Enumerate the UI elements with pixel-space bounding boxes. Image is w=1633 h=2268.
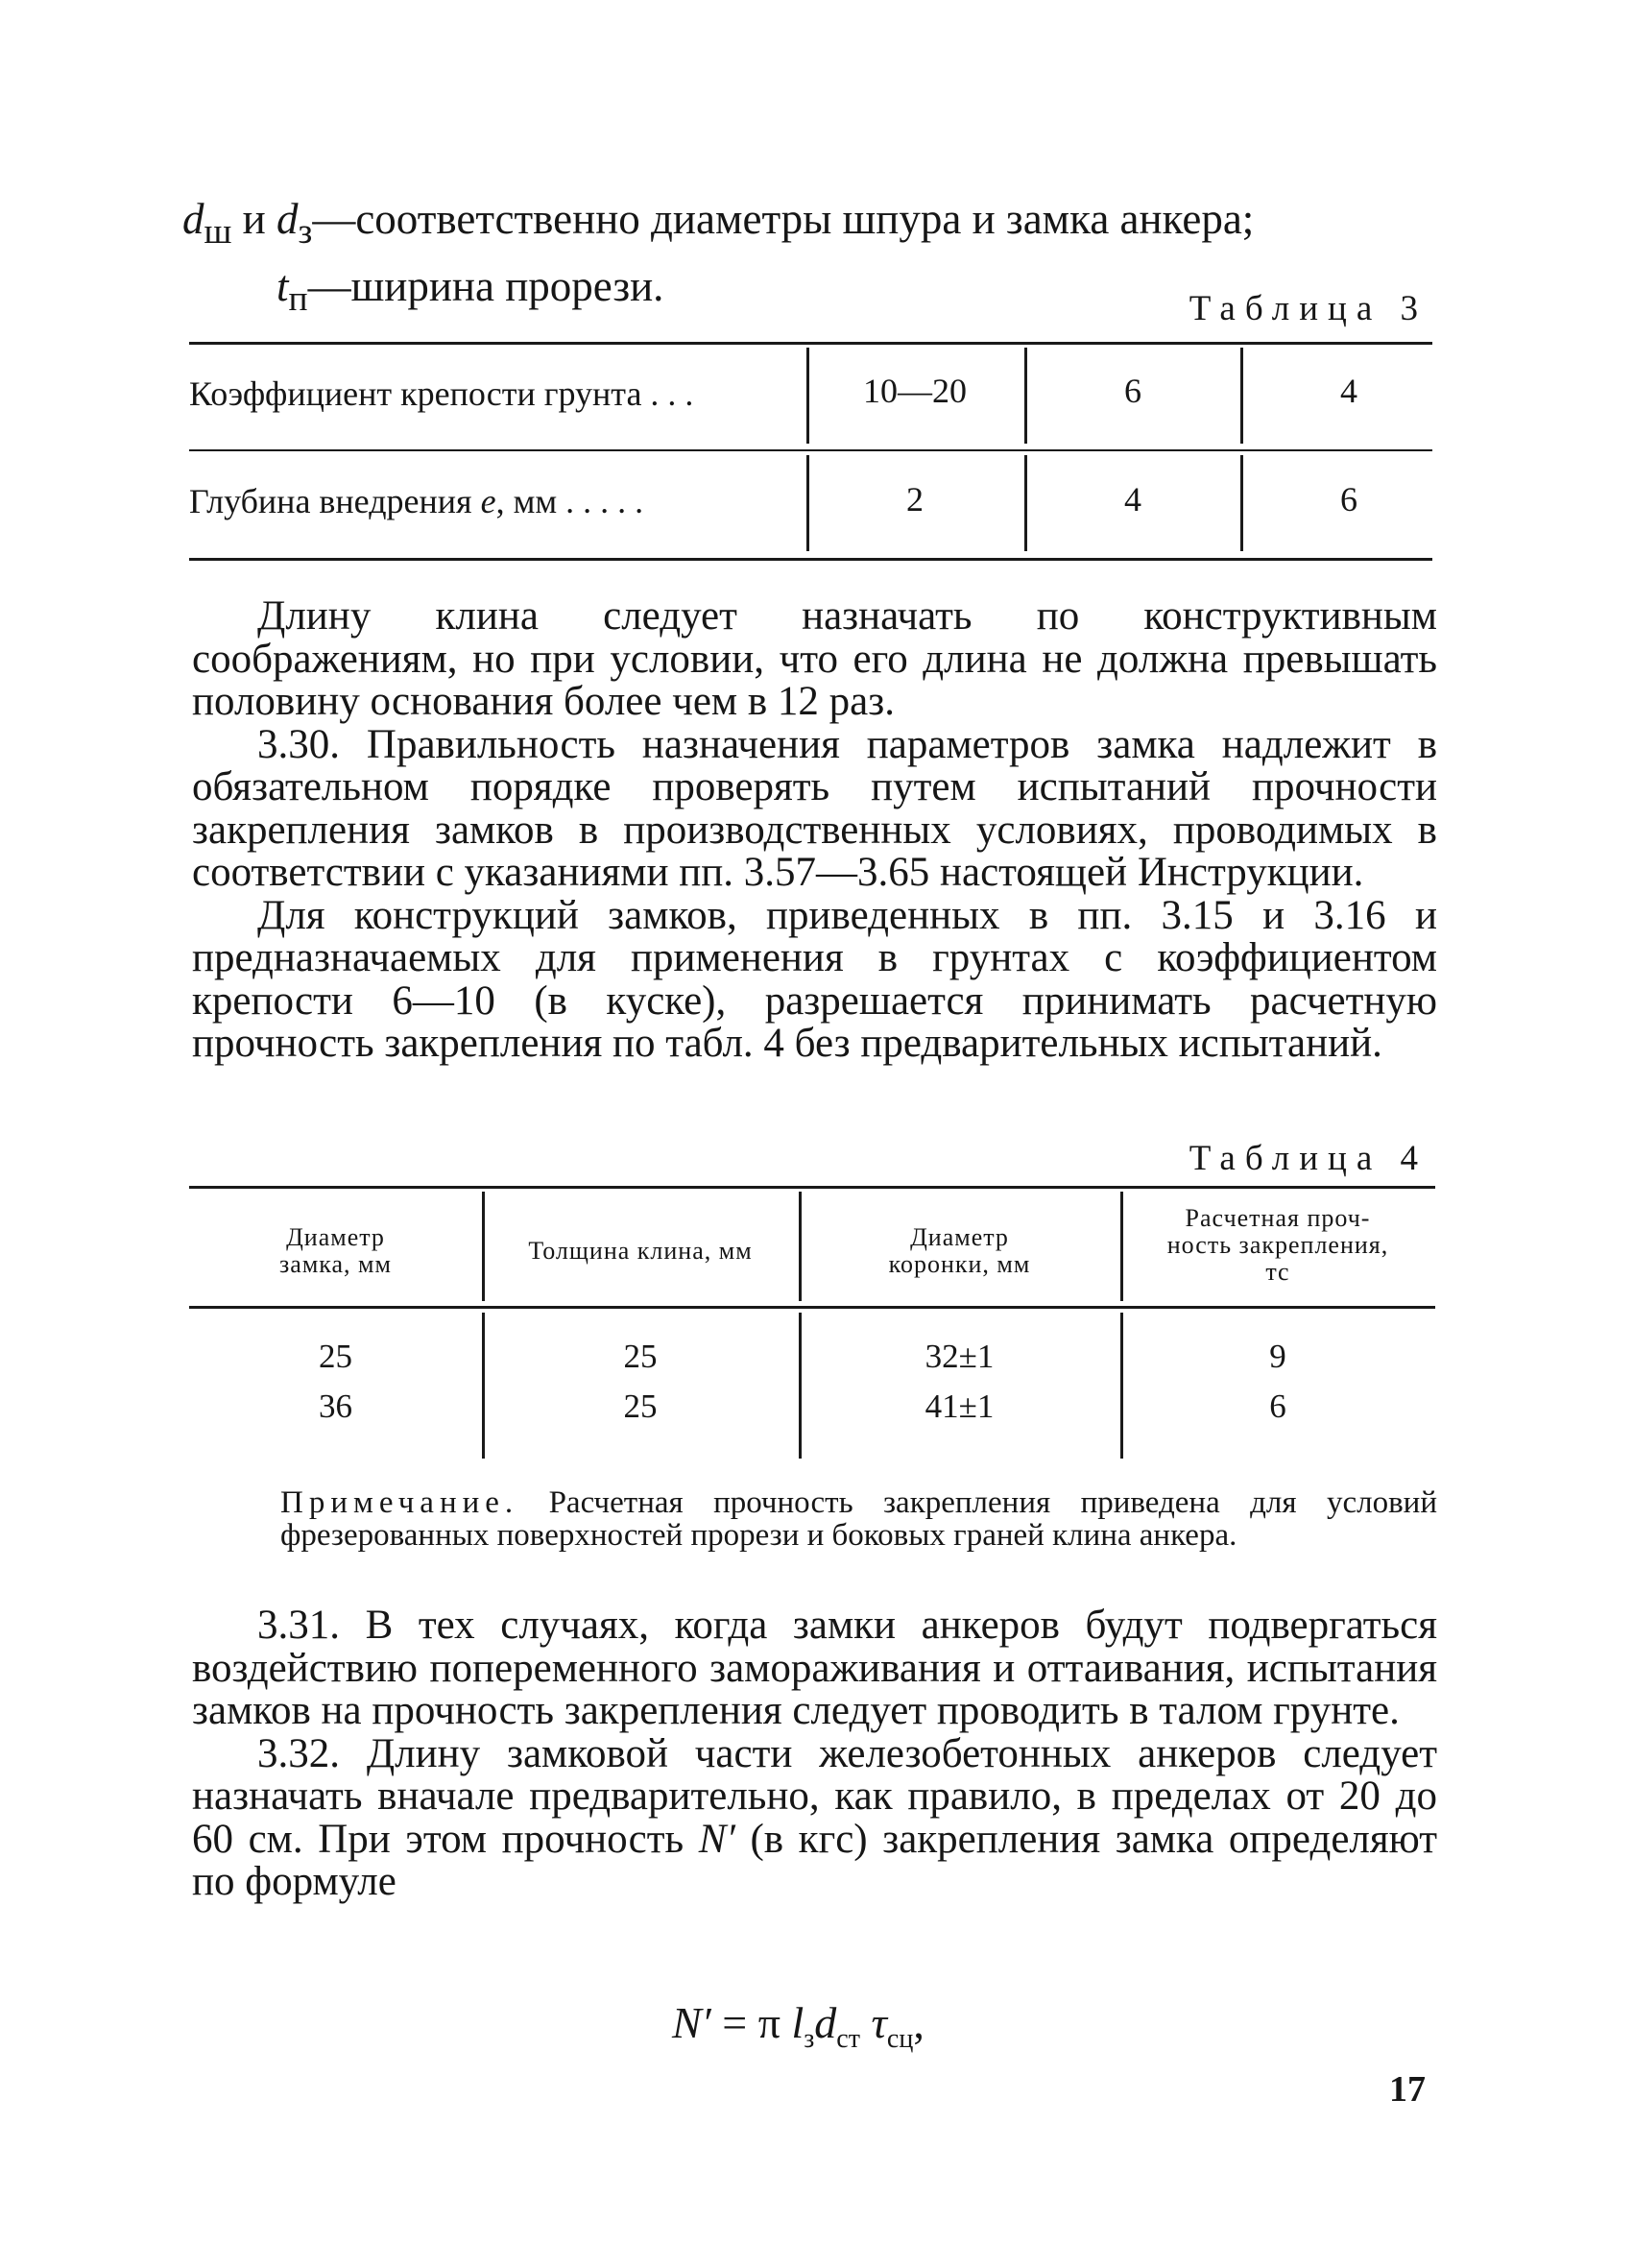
subscript: ст [836, 2024, 860, 2055]
table-cell: 32±1 [925, 1338, 995, 1375]
definition-line-1 [182, 192, 1430, 259]
table-rule-top [189, 1186, 1435, 1189]
formula-equals: = [710, 1998, 758, 2047]
header-line: замка, мм [279, 1250, 392, 1278]
var-d: d [182, 195, 204, 243]
header-line: тс [1265, 1258, 1290, 1286]
table-rule-bottom [189, 558, 1432, 561]
table-cell: 25 [623, 1338, 658, 1375]
table-cell: 4 [1124, 480, 1141, 519]
conjunction: и [231, 195, 276, 243]
formula-lhs: N′ [672, 1998, 711, 2047]
table-4 [189, 1186, 1435, 1464]
strength-formula [672, 1997, 925, 2055]
subscript: ш [204, 212, 232, 252]
header-line: Диаметр [910, 1223, 1009, 1251]
table-divider [1240, 455, 1243, 551]
note-text: Расчетная прочность закрепления приведена для условий фрезерованных поверхностей прорези и боковых граней клина анкера. [280, 1485, 1437, 1553]
paragraph-text: (в кгс) закрепления замка определяют по формуле [192, 1816, 1437, 1904]
page-number: 17 [1389, 2069, 1426, 2110]
table-rule-middle [189, 449, 1432, 451]
subscript: з [298, 212, 313, 252]
subscript: сц [886, 2024, 914, 2055]
table-3 [189, 342, 1432, 561]
table-cell: 41±1 [925, 1387, 995, 1425]
table-cell: 6 [1124, 372, 1141, 410]
table-cell: 6 [1340, 480, 1357, 519]
header-line: Диаметр [286, 1223, 385, 1251]
table-cell: 10—20 [863, 372, 967, 410]
var-e: e [480, 482, 496, 520]
table-divider [1024, 455, 1027, 551]
paragraph-text: 3.32. Длину замковой части железобетонных анкеров следует назначать вначале предварительно, как правило, в пределах от 20 до 60 см. При этом прочность [192, 1730, 1437, 1862]
table-divider [1240, 348, 1243, 444]
formula-var-tau: τ [859, 1998, 887, 2047]
table-cell: 9 [1269, 1338, 1286, 1375]
header-line: ность закрепления, [1166, 1231, 1389, 1259]
definition-text: —соответственно диаметры шпура и замка анкера; [312, 195, 1255, 243]
var-t: t [276, 262, 289, 310]
table-divider [806, 455, 809, 551]
table-cell: 4 [1340, 372, 1357, 410]
column-header-lock-diameter [189, 1224, 482, 1278]
header-line: Толщина клина, мм [528, 1237, 753, 1265]
table-divider [806, 348, 809, 444]
body-text-section-2 [192, 1604, 1437, 1904]
formula-comma: , [913, 1998, 925, 2047]
var-d: d [276, 195, 299, 243]
row-label-strength-coefficient: Коэффициент крепости грунта . . . [189, 374, 694, 413]
paragraph: Для конструкций замков, приведенных в пп. 3.15 и 3.16 и предназначаемых для применения в грунтах с коэффициентом крепости 6—10 (в куске), разрешается принимать расчетную прочность закрепления по табл. 4 без предварительных испытаний. [192, 892, 1437, 1066]
column-header-design-strength [1120, 1205, 1435, 1286]
formula-var-l: l [791, 1998, 804, 2047]
var-n-prime: N′ [698, 1816, 735, 1862]
table-divider [1120, 1313, 1123, 1459]
row-label-penetration-depth [189, 481, 643, 521]
table-4-note [280, 1486, 1437, 1552]
paragraph: Длину клина следует назначать по конструктивным соображениям, но при условии, что его длина не должна превышать половину основания более чем в 12 раз. [192, 593, 1437, 724]
subscript: з [804, 2024, 815, 2055]
table-cell: 6 [1269, 1387, 1286, 1425]
header-line: коронки, мм [888, 1250, 1031, 1278]
formula-var-d: d [814, 1998, 837, 2047]
table-divider [799, 1313, 802, 1459]
body-text-section-1 [192, 595, 1437, 1066]
definition-text: —ширина прорези. [307, 262, 664, 310]
table-cell: 25 [623, 1387, 658, 1425]
formula-pi: π [757, 1998, 792, 2047]
paragraph-3-31: 3.31. В тех случаях, когда замки анкеров будут подвергаться воздействию попеременного замораживания и оттаивания, испытания замков на прочность закрепления следует проводить в талом грунте. [192, 1603, 1437, 1733]
paragraph-3-30: 3.30. Правильность назначения параметров замка надлежит в обязательном порядке проверять путем испытаний прочности закрепления замков в производственных условиях, проводимых в соответствии с указаниями пп. 3.57—3.65 настоящей Инструкции. [192, 721, 1437, 895]
header-line: Расчетная проч- [1185, 1204, 1371, 1232]
table-divider [1024, 348, 1027, 444]
label-text: , мм . . . . . [495, 482, 644, 520]
column-header-crown-diameter [799, 1224, 1120, 1278]
paragraph-3-32 [192, 1730, 1437, 1904]
table-4-caption: Таблица 4 [1189, 1139, 1428, 1178]
table-rule-top [189, 342, 1432, 345]
column-header-wedge-thickness [482, 1238, 799, 1265]
table-cell: 2 [906, 480, 924, 519]
table-cell: 36 [319, 1387, 352, 1425]
table-cell: 25 [319, 1338, 352, 1375]
note-lead: Примечание. [280, 1485, 519, 1520]
table-3-caption: Таблица 3 [1189, 289, 1428, 328]
label-text: Глубина внедрения [189, 482, 481, 520]
subscript: п [288, 279, 308, 319]
table-rule-header [189, 1306, 1435, 1309]
table-divider [482, 1313, 485, 1459]
